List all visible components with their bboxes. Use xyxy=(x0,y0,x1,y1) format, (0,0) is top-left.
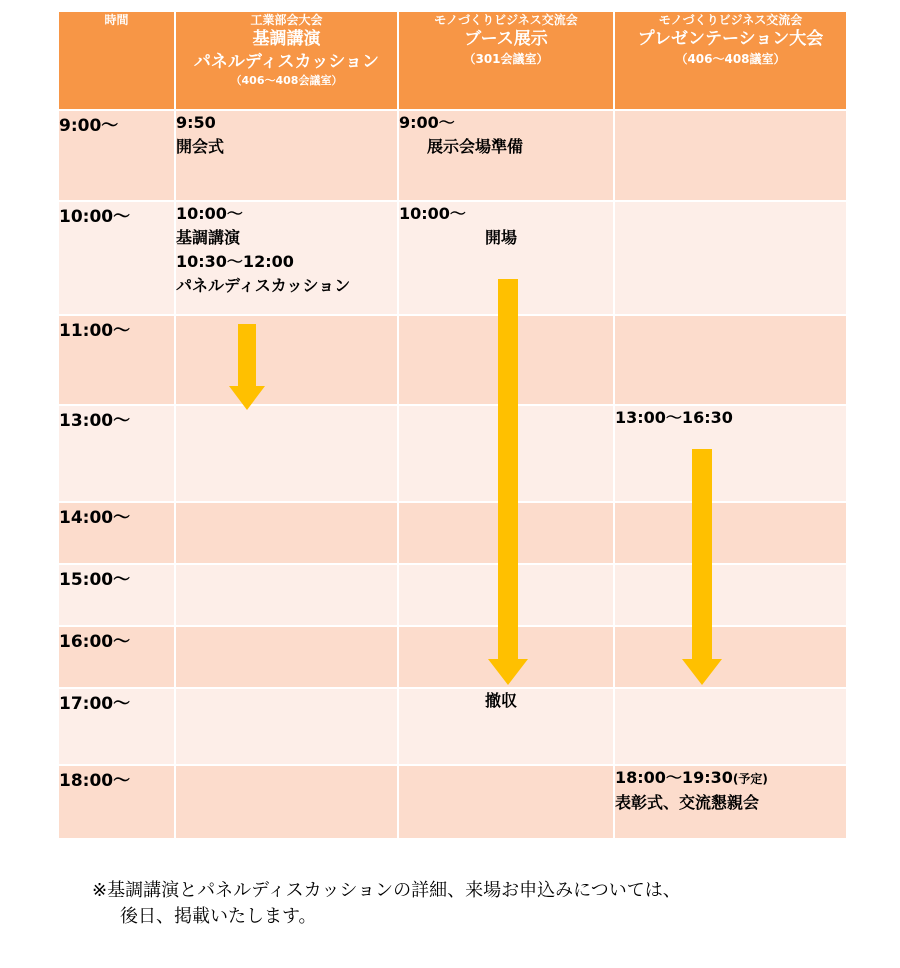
time-cell: 13:00～ xyxy=(58,405,175,502)
header-col1-line2: 基調講演 xyxy=(252,29,321,49)
col1-cell-15 xyxy=(175,564,398,626)
col3-party-event: 表彰式、交流懇親会 xyxy=(615,793,760,812)
header-row xyxy=(58,11,847,110)
header-col2-line3: （301会議室） xyxy=(463,52,549,66)
time-cell: 15:00～ xyxy=(58,564,175,626)
time-cell: 10:00～ xyxy=(58,201,175,315)
header-col2 xyxy=(398,11,614,110)
col2-open-time: 10:00～ xyxy=(399,204,466,223)
header-time xyxy=(58,11,175,110)
arrow-down-icon xyxy=(488,279,530,685)
header-col2-line2: ブース展示 xyxy=(464,29,548,49)
col2-teardown-event: 撤収 xyxy=(484,691,517,710)
header-time-label: 時間 xyxy=(104,13,129,27)
header-col3 xyxy=(614,11,847,110)
col2-cell-9 xyxy=(398,110,614,201)
col3-cell-9 xyxy=(614,110,847,201)
row-14 xyxy=(58,502,847,564)
col3-cell-17 xyxy=(614,688,847,765)
col3-party-time: 18:00～19:30 xyxy=(615,768,733,787)
row-18 xyxy=(58,765,847,839)
row-11 xyxy=(58,315,847,405)
header-col1-line1: 工業部会大会 xyxy=(250,13,323,27)
col3-cell-11 xyxy=(614,315,847,405)
col3-cell-13 xyxy=(614,405,847,502)
col3-cell-10 xyxy=(614,201,847,315)
time-cell: 9:00～ xyxy=(58,110,175,201)
col2-cell-17 xyxy=(398,688,614,765)
col1-cell-16 xyxy=(175,626,398,688)
col1-cell-11 xyxy=(175,315,398,405)
footnote-line2: 後日、掲載いたします。 xyxy=(120,906,317,927)
row-16 xyxy=(58,626,847,688)
row-9 xyxy=(58,110,847,201)
col1-panel-time: 10:30～12:00 xyxy=(176,252,294,271)
col2-open-event: 開場 xyxy=(484,228,517,247)
header-col1-line4: （406～408会議室） xyxy=(230,74,343,87)
col3-cell-14 xyxy=(614,502,847,564)
col2-cell-18 xyxy=(398,765,614,839)
time-cell: 17:00～ xyxy=(58,688,175,765)
col1-opening-event: 開会式 xyxy=(176,137,225,156)
footnote xyxy=(92,878,681,930)
header-col3-line2: プレゼンテーション大会 xyxy=(637,29,824,49)
col3-cell-15 xyxy=(614,564,847,626)
header-col2-line1: モノづくりビジネス交流会 xyxy=(434,13,578,27)
col1-opening-time: 9:50 xyxy=(176,113,216,132)
col1-cell-18 xyxy=(175,765,398,839)
col1-cell-10 xyxy=(175,201,398,315)
col1-cell-13 xyxy=(175,405,398,502)
header-col3-line3: （406～408議室） xyxy=(675,52,786,66)
col1-keynote-event: 基調講演 xyxy=(176,228,241,247)
col1-keynote-time: 10:00～ xyxy=(176,204,243,223)
time-cell: 18:00～ xyxy=(58,765,175,839)
time-cell: 14:00～ xyxy=(58,502,175,564)
header-col1-line3: パネルディスカッション xyxy=(193,52,380,72)
col3-presentation-time: 13:00～16:30 xyxy=(615,408,733,427)
col2-prep-time: 9:00～ xyxy=(399,113,455,132)
footnote-line1: ※基調講演とパネルディスカッションの詳細、来場お申込みについては、 xyxy=(92,880,681,901)
time-cell: 11:00～ xyxy=(58,315,175,405)
schedule-table xyxy=(57,10,848,840)
header-col3-line1: モノづくりビジネス交流会 xyxy=(658,13,803,27)
col1-panel-event: パネルディスカッション xyxy=(176,276,351,295)
row-10 xyxy=(58,201,847,315)
header-col1 xyxy=(175,11,398,110)
col2-prep-event: 展示会場準備 xyxy=(427,137,524,156)
row-15 xyxy=(58,564,847,626)
time-cell: 16:00～ xyxy=(58,626,175,688)
row-13 xyxy=(58,405,847,502)
col1-cell-9 xyxy=(175,110,398,201)
arrow-down-icon xyxy=(229,324,265,410)
col1-cell-17 xyxy=(175,688,398,765)
arrow-down-icon xyxy=(682,449,724,685)
col3-cell-18 xyxy=(614,765,847,839)
col3-cell-16 xyxy=(614,626,847,688)
col1-cell-14 xyxy=(175,502,398,564)
col3-party-note: (予定) xyxy=(732,772,768,786)
row-17 xyxy=(58,688,847,765)
